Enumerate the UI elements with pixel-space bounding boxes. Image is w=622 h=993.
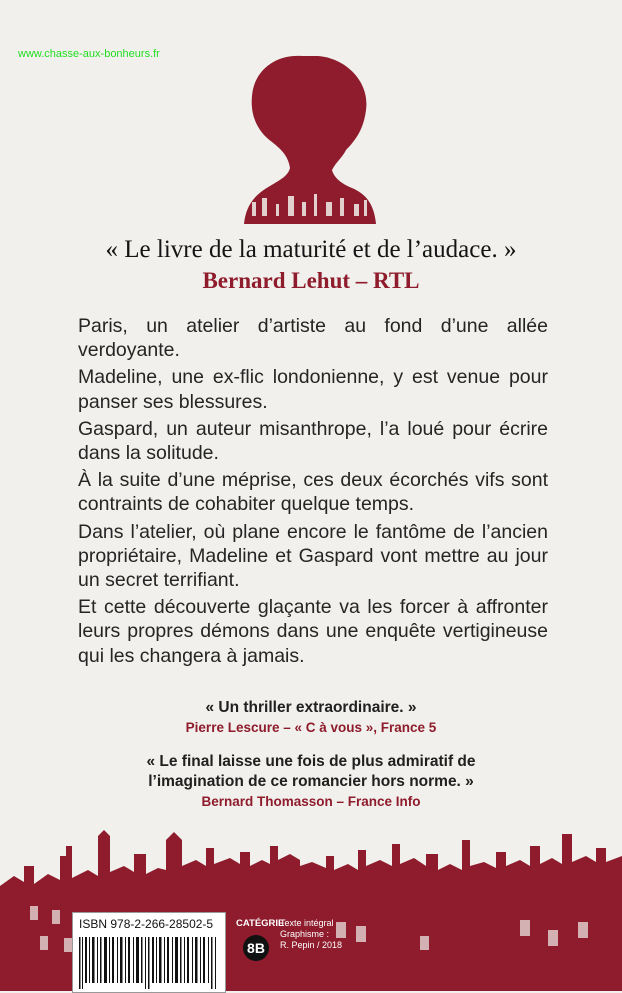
review-quote-line: l’imagination de ce romancier hors norme. » xyxy=(148,773,474,790)
headline-quote-author: Bernard Lehut – RTL xyxy=(202,268,420,293)
headline-quote: « Le livre de la maturité et de l’audace. » xyxy=(105,236,517,263)
legal-notes xyxy=(280,918,342,951)
legal-line: Graphisme : xyxy=(280,929,330,939)
watermark-url: www.chasse-aux-bonheurs.fr xyxy=(18,48,160,60)
review-2 xyxy=(0,752,622,812)
barcode-graphic xyxy=(77,937,221,989)
review-author: Pierre Lescure – « C à vous », France 5 xyxy=(185,720,437,735)
synopsis-paragraph: Dans l’atelier, où plane encore le fantôme de l’ancien propriétaire, Madeline et Gaspard vont mettre au jour un secret terrifiant. xyxy=(78,520,548,592)
synopsis-paragraph: Gaspard, un auteur misanthrope, l’a loué pour écrire dans la solitude. xyxy=(78,417,548,465)
synopsis-paragraph: Madeline, une ex-flic londonienne, y est venue pour panser ses blessures. xyxy=(78,366,548,413)
legal-line: R. Pepin / 2018 xyxy=(280,940,343,950)
review-quote-line: « Le final laisse une fois de plus admiratif de xyxy=(146,753,476,770)
synopsis-paragraph: Paris, un atelier d’artiste au fond d’une allée verdoyante. xyxy=(78,315,548,362)
synopsis-paragraph: À la suite d’une méprise, ces deux écorchés vifs sont contraints de cohabiter quelque temps. xyxy=(78,469,548,516)
category-label: CATÉGRIE xyxy=(236,918,285,929)
synopsis-paragraph: Et cette découverte glaçante va les forcer à affronter leurs propres démons dans une enquête vertigineuse qui les changera à jamais. xyxy=(78,596,548,667)
isbn-number: ISBN 978-2-266-28502-5 xyxy=(79,917,214,931)
category-badge: 8B xyxy=(243,935,269,961)
review-quote: « Un thriller extraordinaire. » xyxy=(205,699,417,716)
review-1 xyxy=(0,698,622,738)
category-block xyxy=(236,918,285,961)
legal-line: Texte intégral xyxy=(280,918,334,928)
barcode-label xyxy=(72,912,226,993)
woman-silhouette-illustration xyxy=(242,52,378,224)
review-author: Bernard Thomasson – France Info xyxy=(201,794,421,809)
synopsis xyxy=(78,314,548,671)
